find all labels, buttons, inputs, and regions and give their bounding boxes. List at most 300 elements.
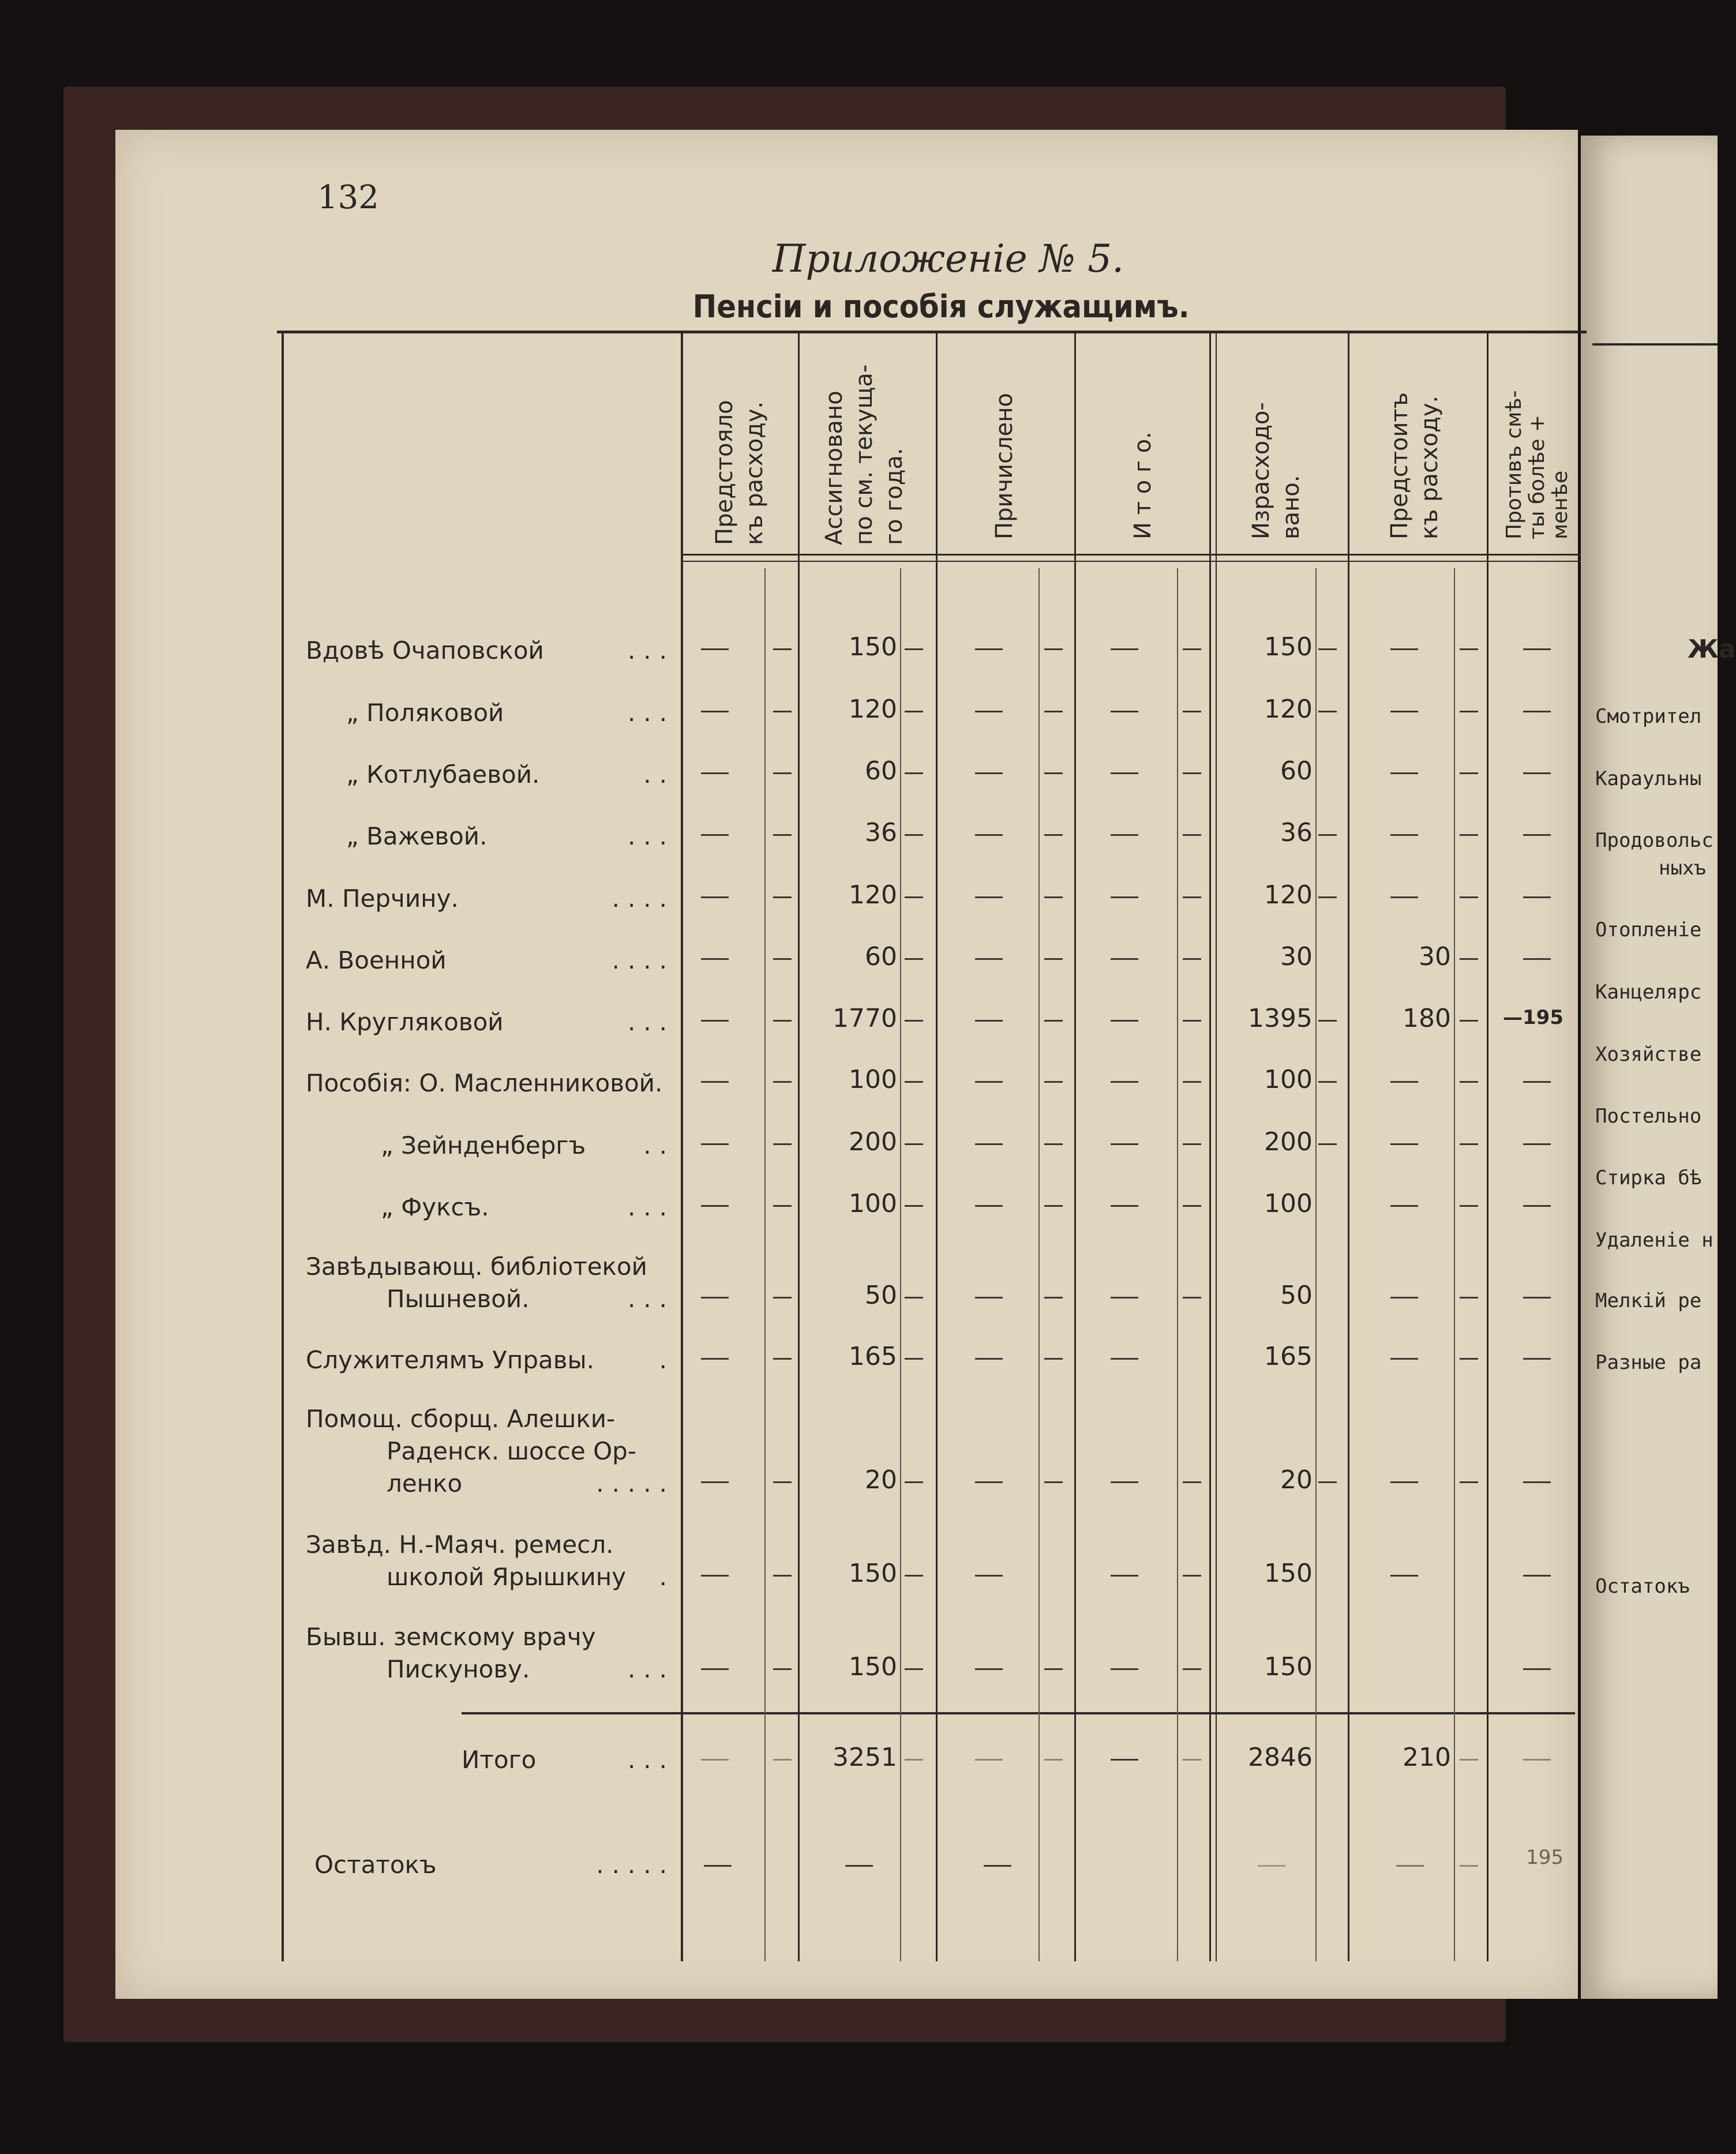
row-label: Завѣд. Н.-Маяч. ремесл. xyxy=(306,1530,614,1559)
dash xyxy=(701,1759,729,1761)
row-label: школой Ярышкину xyxy=(387,1563,627,1591)
dash xyxy=(1523,772,1551,774)
dash xyxy=(1044,1759,1063,1761)
dash xyxy=(975,896,1003,898)
dash xyxy=(1460,1865,1478,1867)
dash xyxy=(975,1668,1003,1670)
kopeck-rule xyxy=(764,568,766,1961)
header-line: Ассигновано xyxy=(821,391,848,545)
assigned-amount: 50 xyxy=(865,1281,897,1310)
dash xyxy=(701,896,729,898)
dash xyxy=(1460,1481,1478,1483)
facing-page-line: Караульны xyxy=(1595,767,1702,790)
dash xyxy=(773,1297,792,1299)
column-header-remaining xyxy=(1385,392,1445,539)
header-line: Причислено xyxy=(991,393,1018,539)
dash xyxy=(1044,1358,1063,1360)
dash xyxy=(1044,958,1063,960)
dash xyxy=(975,1759,1003,1761)
spent-amount: 200 xyxy=(1264,1127,1313,1157)
dash xyxy=(773,1575,792,1577)
table-row: Завѣдывающ. библіотекой Пышневой. ... xyxy=(306,1251,675,1315)
dash xyxy=(1390,1205,1418,1207)
dash xyxy=(1183,958,1201,960)
row-label: „ Зейнденбергъ xyxy=(381,1131,586,1159)
dash xyxy=(1390,834,1418,836)
dash xyxy=(1111,1020,1138,1022)
dash xyxy=(1111,834,1138,836)
dash xyxy=(1111,1668,1138,1670)
remainder-difference: 195 xyxy=(1526,1846,1563,1869)
assigned-amount: 150 xyxy=(849,1559,897,1588)
dash xyxy=(1044,834,1063,836)
dash xyxy=(1183,1575,1201,1577)
dash xyxy=(773,772,792,774)
table-row: А. Военной .... xyxy=(306,944,675,977)
remainder-label: Остатокъ xyxy=(314,1851,437,1879)
difference-amount: —195 xyxy=(1503,1006,1563,1029)
header-line: Израсходо- xyxy=(1248,402,1274,539)
dash xyxy=(773,1143,792,1145)
assigned-amount: 150 xyxy=(849,1652,897,1682)
facing-page-line: Остатокъ xyxy=(1595,1575,1690,1598)
total-remaining: 210 xyxy=(1403,1743,1451,1772)
dash xyxy=(845,1865,873,1867)
dash xyxy=(1044,711,1063,712)
spent-amount: 60 xyxy=(1280,756,1313,786)
total-spent: 2846 xyxy=(1248,1743,1313,1772)
dash xyxy=(1460,648,1478,650)
dash xyxy=(1460,1759,1478,1761)
dash xyxy=(1044,1481,1063,1483)
label-column-rule xyxy=(681,333,683,1961)
header-line: И т о г о. xyxy=(1130,431,1156,539)
spent-amount: 30 xyxy=(1280,942,1313,971)
row-label: Н. Кругляковой xyxy=(306,1008,504,1036)
row-label: Бывш. земскому врачу xyxy=(306,1623,596,1651)
dash xyxy=(1044,896,1063,898)
facing-page-line: Стирка бѣ xyxy=(1595,1166,1702,1189)
row-label: Служителямъ Управы. xyxy=(306,1346,595,1374)
facing-page-line: Мелкій ре xyxy=(1595,1289,1702,1312)
dash xyxy=(1111,1759,1138,1761)
dash xyxy=(1183,1020,1201,1022)
dash xyxy=(905,1081,923,1083)
assigned-amount: 150 xyxy=(849,632,897,662)
dash xyxy=(1523,711,1551,712)
dash xyxy=(1523,1143,1551,1145)
dash xyxy=(1044,1020,1063,1022)
facing-page-line: Постельно xyxy=(1595,1105,1702,1128)
dash xyxy=(1460,1358,1478,1360)
dash xyxy=(1460,958,1478,960)
table-row: Вдовѣ Очаповской ... xyxy=(306,635,675,667)
column-rule xyxy=(1074,333,1076,1961)
dash xyxy=(1318,834,1337,836)
dash xyxy=(1111,1205,1138,1207)
dash xyxy=(1111,958,1138,960)
dash xyxy=(905,1358,923,1360)
dash xyxy=(773,834,792,836)
dash xyxy=(1044,772,1063,774)
dash xyxy=(1523,1358,1551,1360)
total-assigned: 3251 xyxy=(833,1743,897,1772)
dash xyxy=(701,711,729,712)
dash xyxy=(1183,834,1201,836)
facing-page-line: Отопленіе xyxy=(1595,918,1702,941)
dash xyxy=(975,1358,1003,1360)
dash xyxy=(1390,1143,1418,1145)
assigned-amount: 120 xyxy=(849,695,897,724)
dash xyxy=(773,896,792,898)
remaining-amount: 180 xyxy=(1403,1004,1451,1033)
table-row: „ Важевой. ... xyxy=(306,820,675,853)
dash xyxy=(975,1081,1003,1083)
dash xyxy=(975,1143,1003,1145)
dash xyxy=(1523,1081,1551,1083)
row-label: „ Фуксъ. xyxy=(381,1193,489,1221)
remainder-row: Остатокъ ..... xyxy=(306,1849,675,1881)
dash xyxy=(1460,1081,1478,1083)
dash xyxy=(1111,1143,1138,1145)
dash xyxy=(905,1759,923,1761)
column-header-assigned xyxy=(819,365,909,545)
total-row: Итого ... xyxy=(306,1744,675,1776)
dash xyxy=(1460,772,1478,774)
dash xyxy=(773,1668,792,1670)
dash xyxy=(1460,834,1478,836)
column-header-spent xyxy=(1246,402,1306,539)
assigned-amount: 120 xyxy=(849,880,897,910)
header-line: по см. текуща- xyxy=(851,364,878,545)
dash xyxy=(975,1575,1003,1577)
dash xyxy=(701,1081,729,1083)
dash xyxy=(1318,896,1337,898)
appendix-title: Приложеніе № 5. xyxy=(772,237,1124,281)
dash xyxy=(1318,1481,1337,1483)
dash xyxy=(975,772,1003,774)
dash xyxy=(1318,1020,1337,1022)
dash xyxy=(975,1205,1003,1207)
dash xyxy=(1523,1759,1551,1761)
table-row: „ Котлубаевой. .. xyxy=(306,759,675,791)
kopeck-rule xyxy=(1315,568,1317,1961)
row-label: Помощ. сборщ. Алешки- xyxy=(306,1405,616,1433)
dash xyxy=(701,1020,729,1022)
column-rule xyxy=(1209,333,1211,1961)
dash xyxy=(1183,1759,1201,1761)
dash xyxy=(701,958,729,960)
facing-page-line: Хозяйстве xyxy=(1595,1043,1702,1066)
dash xyxy=(1390,711,1418,712)
table-row: Служителямъ Управы. . xyxy=(306,1344,675,1376)
assigned-amount: 100 xyxy=(849,1189,897,1218)
total-label: Итого xyxy=(462,1746,537,1774)
dash xyxy=(1044,1143,1063,1145)
facing-page-line: Смотрител xyxy=(1595,705,1702,728)
row-label: Вдовѣ Очаповской xyxy=(306,636,544,665)
dash xyxy=(1111,1081,1138,1083)
dash xyxy=(773,1481,792,1483)
dash xyxy=(1390,1297,1418,1299)
dash xyxy=(701,1575,729,1577)
dash xyxy=(701,1297,729,1299)
dash xyxy=(1523,1481,1551,1483)
header-line: Противъ смѣ- xyxy=(1502,390,1526,539)
dash xyxy=(905,1575,923,1577)
dash xyxy=(773,958,792,960)
row-label: Пискунову. xyxy=(387,1655,530,1683)
dash xyxy=(1183,1481,1201,1483)
kopeck-rule xyxy=(1454,568,1455,1961)
row-label: Пособія: О. Масленниковой. xyxy=(306,1069,663,1097)
assigned-amount: 20 xyxy=(865,1465,897,1495)
table-row: Бывш. земскому врачу Пискунову. ... xyxy=(306,1621,675,1686)
row-label: М. Перчину. xyxy=(306,884,459,913)
header-line: Предстояло xyxy=(711,400,738,545)
dash xyxy=(1460,1205,1478,1207)
dash xyxy=(905,1020,923,1022)
dash xyxy=(701,1358,729,1360)
spent-amount: 50 xyxy=(1280,1281,1313,1310)
dash xyxy=(1523,1297,1551,1299)
dash xyxy=(1390,896,1418,898)
row-label: А. Военной xyxy=(306,946,447,974)
row-label: Завѣдывающ. библіотекой xyxy=(306,1252,647,1281)
dash xyxy=(1523,1668,1551,1670)
spent-amount: 20 xyxy=(1280,1465,1313,1495)
spent-amount: 165 xyxy=(1264,1342,1313,1371)
facing-page-rule xyxy=(1592,343,1718,346)
spent-amount: 150 xyxy=(1264,632,1313,662)
dash xyxy=(905,1205,923,1207)
row-label: Пышневой. xyxy=(387,1285,530,1313)
facing-page-line: Канцелярс xyxy=(1595,981,1702,1004)
dash xyxy=(1318,711,1337,712)
row-label: „ Важевой. xyxy=(346,822,488,850)
table-row: М. Перчину. .... xyxy=(306,883,675,915)
dash xyxy=(1318,648,1337,650)
column-rule xyxy=(936,333,938,1961)
assigned-amount: 60 xyxy=(865,942,897,971)
dash xyxy=(701,1143,729,1145)
dash xyxy=(905,772,923,774)
dash xyxy=(1258,1865,1285,1867)
dash xyxy=(1390,1575,1418,1577)
dash xyxy=(905,648,923,650)
dash xyxy=(905,1297,923,1299)
header-bottom-rule xyxy=(681,554,1581,556)
column-rule xyxy=(1487,333,1488,1961)
spent-amount: 120 xyxy=(1264,880,1313,910)
spent-amount: 1395 xyxy=(1248,1004,1313,1033)
dash xyxy=(975,1481,1003,1483)
dash xyxy=(1111,896,1138,898)
facing-page-line: Разные ра xyxy=(1595,1351,1702,1374)
dash xyxy=(773,1358,792,1360)
table-row: Н. Кругляковой ... xyxy=(306,1006,675,1038)
dash xyxy=(1044,1297,1063,1299)
dash xyxy=(975,958,1003,960)
facing-page-line: ныхъ xyxy=(1659,857,1706,880)
total-rule xyxy=(462,1712,1575,1714)
dash xyxy=(905,958,923,960)
table-row: Помощ. сборщ. Алешки- Раденск. шоссе Ор- ленко ..... xyxy=(306,1403,675,1500)
row-label: „ Поляковой xyxy=(346,699,504,727)
row-label: ленко xyxy=(387,1469,463,1498)
dash xyxy=(1183,1297,1201,1299)
dash xyxy=(701,1481,729,1483)
dash xyxy=(773,648,792,650)
dash xyxy=(1044,1081,1063,1083)
dash xyxy=(1111,648,1138,650)
dash xyxy=(1460,1020,1478,1022)
dash xyxy=(773,1081,792,1083)
table-top-rule xyxy=(277,331,1587,333)
dash xyxy=(1111,1358,1138,1360)
dash xyxy=(1460,711,1478,712)
spent-amount: 120 xyxy=(1264,695,1313,724)
column-header-total xyxy=(1128,431,1158,539)
header-line: Предстоитъ xyxy=(1386,392,1413,539)
dash xyxy=(905,896,923,898)
dash xyxy=(905,711,923,712)
dash xyxy=(1111,711,1138,712)
row-label: „ Котлубаевой. xyxy=(346,760,540,789)
dash xyxy=(1183,896,1201,898)
spent-amount: 100 xyxy=(1264,1065,1313,1094)
dash xyxy=(905,834,923,836)
dash xyxy=(701,772,729,774)
kopeck-rule xyxy=(1177,568,1178,1961)
dash xyxy=(905,1143,923,1145)
header-line: ты болѣе + xyxy=(1525,414,1549,539)
dash xyxy=(1183,648,1201,650)
dash xyxy=(905,1668,923,1670)
dash xyxy=(1044,1205,1063,1207)
kopeck-rule xyxy=(900,568,901,1961)
dash xyxy=(773,1205,792,1207)
dash xyxy=(1396,1865,1424,1867)
dash xyxy=(773,1759,792,1761)
assigned-amount: 36 xyxy=(865,818,897,847)
dash xyxy=(975,648,1003,650)
dash xyxy=(1460,1143,1478,1145)
table-row: „ Фуксъ. ... xyxy=(306,1191,675,1224)
dash xyxy=(1183,1668,1201,1670)
dash xyxy=(1523,958,1551,960)
header-line: вано. xyxy=(1278,475,1304,539)
spent-amount: 100 xyxy=(1264,1189,1313,1218)
dash xyxy=(1183,772,1201,774)
column-header-difference xyxy=(1503,390,1572,539)
column-rule xyxy=(798,333,800,1961)
table-row xyxy=(306,1067,675,1099)
dash xyxy=(1390,648,1418,650)
dash xyxy=(701,1668,729,1670)
dash xyxy=(701,648,729,650)
dash xyxy=(975,711,1003,712)
table-row: „ Поляковой ... xyxy=(306,697,675,729)
facing-page-line: Продовольс xyxy=(1595,829,1713,852)
table-row: Завѣд. Н.-Маяч. ремесл. школой Ярышкину . xyxy=(306,1529,675,1593)
dash xyxy=(1318,1143,1337,1145)
spent-amount: 150 xyxy=(1264,1559,1313,1588)
dash xyxy=(701,1205,729,1207)
header-line: менѣе xyxy=(1548,470,1572,539)
column-header-added xyxy=(989,393,1019,539)
header-bottom-rule-2 xyxy=(681,561,1581,562)
dash xyxy=(1044,648,1063,650)
column-rule xyxy=(1348,333,1349,1961)
row-label: Раденск. шоссе Ор- xyxy=(387,1437,636,1465)
dash xyxy=(975,834,1003,836)
header-line: къ расходу. xyxy=(1416,395,1443,539)
facing-page-heading: Жа xyxy=(1688,635,1736,664)
dash xyxy=(1111,1297,1138,1299)
dash xyxy=(1390,1481,1418,1483)
dash xyxy=(1318,1081,1337,1083)
table-title: Пенсіи и пособія служащимъ. xyxy=(692,288,1190,325)
dash xyxy=(984,1865,1011,1867)
dash xyxy=(1390,772,1418,774)
column-rule xyxy=(1216,333,1217,1961)
assigned-amount: 1770 xyxy=(833,1004,897,1033)
dash xyxy=(1523,1575,1551,1577)
table-row: „ Зейнденбергъ .. xyxy=(306,1129,675,1162)
dash xyxy=(975,1020,1003,1022)
remaining-amount: 30 xyxy=(1419,942,1451,971)
dash xyxy=(1523,896,1551,898)
page-number: 132 xyxy=(317,179,379,216)
dash xyxy=(701,834,729,836)
dash xyxy=(1111,772,1138,774)
spent-amount: 36 xyxy=(1280,818,1313,847)
dash xyxy=(1390,1358,1418,1360)
header-line: къ расходу. xyxy=(741,401,768,545)
column-header-planned xyxy=(710,400,770,545)
facing-page-line: Удаленіе н xyxy=(1595,1229,1713,1252)
dash xyxy=(975,1297,1003,1299)
assigned-amount: 100 xyxy=(849,1065,897,1094)
dash xyxy=(1390,1081,1418,1083)
dash xyxy=(704,1865,732,1867)
facing-page xyxy=(1581,136,1718,1999)
dash xyxy=(1460,1297,1478,1299)
dash xyxy=(1523,1205,1551,1207)
dash xyxy=(773,1020,792,1022)
spent-amount: 150 xyxy=(1264,1652,1313,1682)
header-line: го года. xyxy=(881,448,908,545)
kopeck-rule xyxy=(1038,568,1040,1961)
dash xyxy=(1183,711,1201,712)
dash xyxy=(1183,1143,1201,1145)
assigned-amount: 165 xyxy=(849,1342,897,1371)
dash xyxy=(1111,1575,1138,1577)
assigned-amount: 200 xyxy=(849,1127,897,1157)
dash xyxy=(1523,648,1551,650)
dash xyxy=(1111,1481,1138,1483)
dash xyxy=(1183,1081,1201,1083)
dash xyxy=(905,1481,923,1483)
dash xyxy=(1183,1205,1201,1207)
dash xyxy=(1044,1668,1063,1670)
assigned-amount: 60 xyxy=(865,756,897,786)
dash xyxy=(1523,834,1551,836)
dash xyxy=(773,711,792,712)
table-left-rule xyxy=(282,333,284,1961)
dash xyxy=(1460,896,1478,898)
